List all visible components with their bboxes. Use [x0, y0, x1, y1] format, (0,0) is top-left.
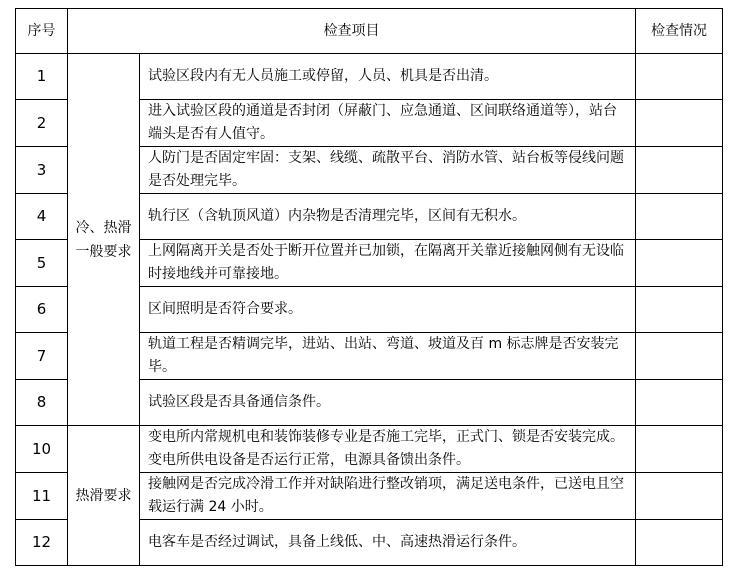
row-result[interactable]	[636, 333, 723, 380]
row-item: 试验区段内有无人员施工或停留，人员、机具是否出清。	[140, 54, 636, 100]
inspection-checklist-table	[15, 8, 723, 566]
row-number: 11	[16, 473, 68, 520]
row-result[interactable]	[636, 473, 723, 520]
row-result[interactable]	[636, 147, 723, 194]
row-number: 2	[16, 100, 68, 147]
row-item: 上网隔离开关是否处于断开位置并已加锁，在隔离开关靠近接触网侧有无设临时接地线并可靠接地。	[140, 240, 636, 287]
header-no: 序号	[16, 9, 68, 54]
row-item: 轨行区（含轨顶风道）内杂物是否清理完毕，区间有无积水。	[140, 194, 636, 240]
header-item: 检查项目	[68, 9, 636, 54]
row-item: 电客车是否经过调试，具备上线低、中、高速热滑运行条件。	[140, 520, 636, 566]
row-number: 8	[16, 380, 68, 426]
row-number: 7	[16, 333, 68, 380]
header-result: 检查情况	[636, 9, 723, 54]
row-item: 人防门是否固定牢固：支架、线缆、疏散平台、消防水管、站台板等侵线问题是否处理完毕。	[140, 147, 636, 194]
row-number: 12	[16, 520, 68, 566]
row-number: 1	[16, 54, 68, 100]
row-result[interactable]	[636, 380, 723, 426]
row-result[interactable]	[636, 240, 723, 287]
row-item: 区间照明是否符合要求。	[140, 287, 636, 333]
row-result[interactable]	[636, 54, 723, 100]
row-number: 10	[16, 426, 68, 473]
table-row	[16, 426, 723, 473]
table-header-row	[16, 9, 723, 54]
group-label: 热滑要求	[68, 426, 140, 566]
row-number: 5	[16, 240, 68, 287]
row-item: 接触网是否完成冷滑工作并对缺陷进行整改销项，满足送电条件，已送电且空载运行满 24 小时。	[140, 473, 636, 520]
row-result[interactable]	[636, 287, 723, 333]
row-result[interactable]	[636, 100, 723, 147]
row-item: 试验区段是否具备通信条件。	[140, 380, 636, 426]
row-item: 进入试验区段的通道是否封闭（屏蔽门、应急通道、区间联络通道等），站台端头是否有人值守。	[140, 100, 636, 147]
row-result[interactable]	[636, 520, 723, 566]
row-item: 轨道工程是否精调完毕，进站、出站、弯道、坡道及百 m 标志牌是否安装完毕。	[140, 333, 636, 380]
row-number: 4	[16, 194, 68, 240]
table-row	[16, 54, 723, 100]
row-item: 变电所内常规机电和装饰装修专业是否施工完毕，正式门、锁是否安装完成。变电所供电设备是否运行正常，电源具备馈出条件。	[140, 426, 636, 473]
group-label: 冷、热滑一般要求	[68, 54, 140, 426]
row-number: 6	[16, 287, 68, 333]
row-result[interactable]	[636, 426, 723, 473]
row-number: 3	[16, 147, 68, 194]
row-result[interactable]	[636, 194, 723, 240]
